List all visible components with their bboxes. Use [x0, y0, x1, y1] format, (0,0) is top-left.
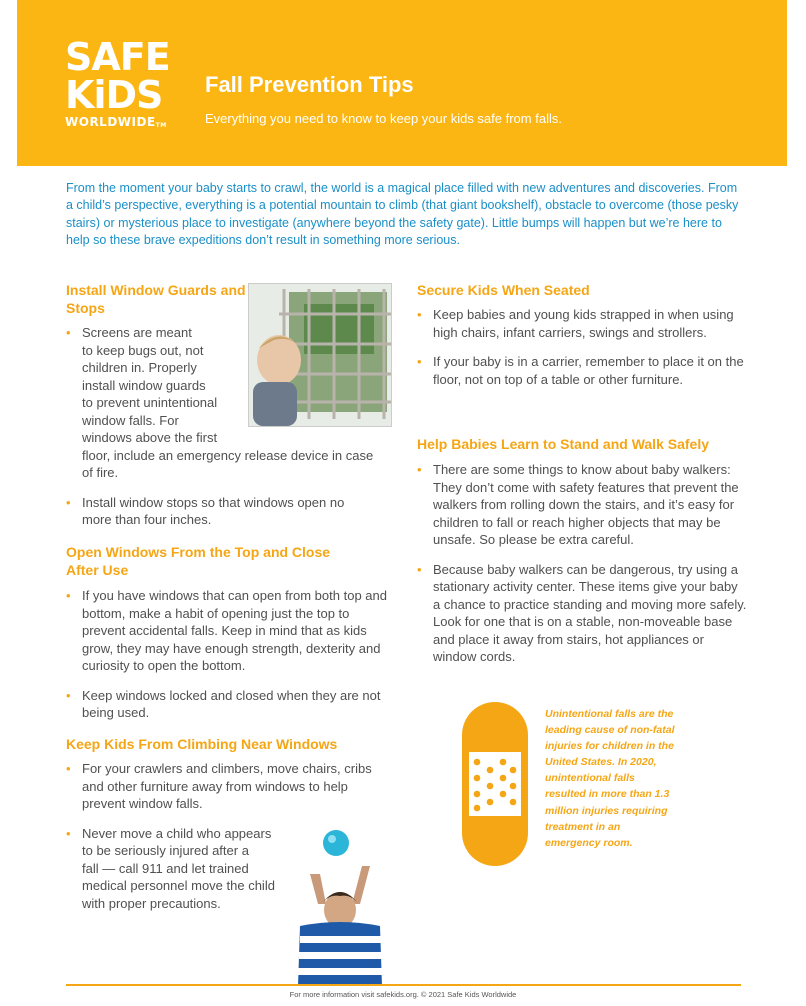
list-item: • There are some things to know about baby walkers: They don’t come with safety features that prevent the walkers from rolling down the stairs, and it’s easy for children to fall or reach higher objects that may be unsafe. So please be extra careful.	[417, 461, 747, 549]
list-item: • Install window stops so that windows open no more than four inches.	[66, 494, 372, 529]
footer-text: For more information visit safekids.org. © 2021 Safe Kids Worldwide	[289, 990, 517, 999]
list-item: • Because baby walkers can be dangerous, try using a stationary activity center. These items give your baby a chance to practice standing and moving more safely. Look for one that is on a stable, non-moveable base and place it away from stairs, hot appliances or window cords.	[417, 561, 747, 666]
page-title: Fall Prevention Tips	[205, 72, 414, 97]
list-item: • If you have windows that can open from both top and bottom, make a habit of opening just the top to prevent accidental falls. Keep in mind that as kids grow, they may have enough strength, dexterity and curiosity to open the bottom.	[66, 587, 392, 675]
list-item: • Keep windows locked and closed when they are not being used.	[66, 687, 392, 722]
heading-open-windows: Open Windows From the Top and Close After Use	[66, 544, 331, 578]
boy-with-ball-illustration	[290, 826, 390, 986]
walk-list	[417, 461, 747, 666]
list-item: • Keep babies and young kids strapped in when using high chairs, infant carriers, swings and strollers.	[417, 306, 747, 341]
footer-divider	[66, 984, 741, 986]
heading-walk: Help Babies Learn to Stand and Walk Safely	[417, 436, 709, 452]
heading-climbing: Keep Kids From Climbing Near Windows	[66, 736, 338, 752]
page-subtitle: Everything you need to know to keep your kids safe from falls.	[205, 111, 562, 126]
safe-kids-logo: SAFE KiDS WORLDWIDETM	[65, 35, 170, 129]
bandage-icon	[462, 702, 528, 866]
heading-window-guards: Install Window Guards and Stops	[66, 282, 246, 316]
seated-list	[417, 306, 747, 388]
list-item: • For your crawlers and climbers, move chairs, cribs and other furniture away from windows to help prevent window falls.	[66, 760, 392, 813]
window-guards-list	[66, 324, 396, 529]
list-item: • Screens are meant to keep bugs out, not children in. Properly install window guards to prevent unintentional window falls. For windows above the first floor, include an emergency release device in case of fire.	[66, 324, 396, 482]
fall-statistic-callout: Unintentional falls are the leading cause of non-fatal injuries for children in the United States. In 2020, unintentional falls resulted in more than 1.3 million injuries requiring treatment in an emergency room.	[545, 708, 675, 849]
heading-seated: Secure Kids When Seated	[417, 282, 590, 298]
list-item: • If your baby is in a carrier, remember to place it on the floor, not on top of a table or other furniture.	[417, 353, 747, 388]
open-windows-list	[66, 587, 392, 722]
list-item: • Never move a child who appears to be seriously injured after a fall — call 911 and let trained medical personnel move the child with proper precautions.	[66, 825, 392, 913]
header-banner	[17, 0, 787, 166]
intro-paragraph: From the moment your baby starts to crawl, the world is a magical place filled with new adventures and discoveries. From a child’s perspective, everything is a potential mountain to climb (that giant bookshelf), obstacle to overcome (those pesky stairs) or mysterious place to investigate (anywhere beyond the safety gate). Little bumps will happen but we’re here to help so these brave expeditions don’t result in something more serious.	[66, 181, 739, 248]
